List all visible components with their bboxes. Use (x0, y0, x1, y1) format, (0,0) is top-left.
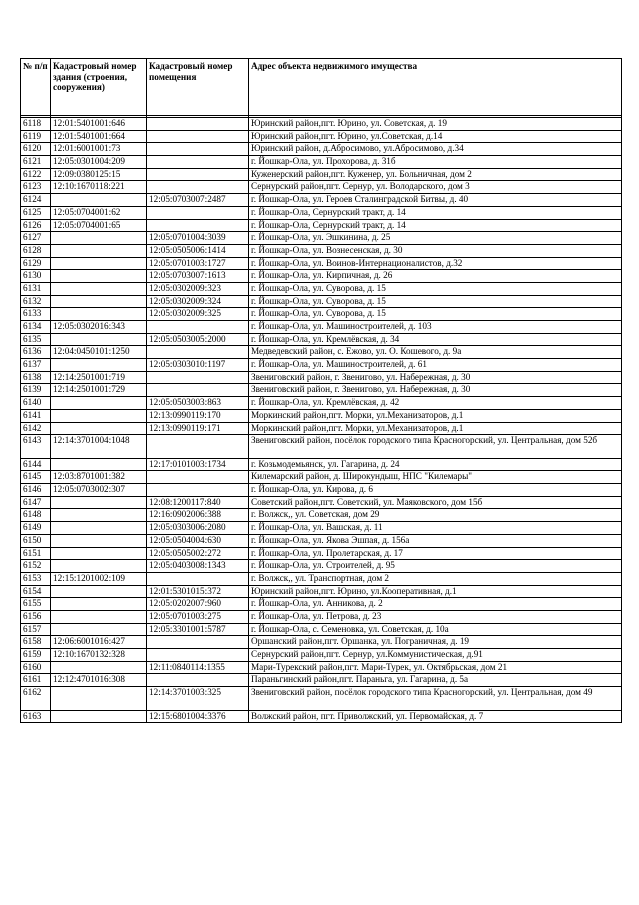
cell-num: 6133 (21, 308, 51, 321)
table-row (21, 257, 622, 270)
table-row (21, 397, 622, 410)
cell-num: 6129 (21, 257, 51, 270)
table-row (21, 270, 622, 283)
cell-num: 6158 (21, 636, 51, 649)
table-row (21, 674, 622, 687)
table-header-row (21, 59, 622, 116)
table-row (21, 509, 622, 522)
table-row (21, 484, 622, 497)
cell-address: г. Йошкар-Ола, ул. Вознесенская, д. 30 (249, 244, 622, 257)
cell-num: 6150 (21, 534, 51, 547)
cell-room-cadastral (147, 118, 249, 131)
cell-building-cadastral: 12:06:6001016:427 (51, 636, 147, 649)
cell-room-cadastral (147, 168, 249, 181)
cell-building-cadastral (51, 710, 147, 723)
cell-num: 6128 (21, 244, 51, 257)
cell-room-cadastral: 12:05:0403008:1343 (147, 560, 249, 573)
cell-room-cadastral: 12:05:0503003:863 (147, 397, 249, 410)
cell-room-cadastral: 12:05:0303006:2080 (147, 522, 249, 535)
table-row (21, 168, 622, 181)
cell-num: 6142 (21, 422, 51, 435)
cell-room-cadastral: 12:16:0902006:388 (147, 509, 249, 522)
cell-address: Моркинский район,пгт. Морки, ул.Механизаторов, д.1 (249, 409, 622, 422)
table-row (21, 219, 622, 232)
cell-building-cadastral (51, 359, 147, 372)
cell-address: г. Йошкар-Ола, ул. Строителей, д. 95 (249, 560, 622, 573)
cell-address: г. Йошкар-Ола, ул. Машиностроителей, д. 103 (249, 321, 622, 334)
cell-room-cadastral: 12:15:6801004:3376 (147, 710, 249, 723)
cell-room-cadastral (147, 143, 249, 156)
cell-room-cadastral (147, 371, 249, 384)
cell-address: г. Йошкар-Ола, ул. Эшкинина, д. 25 (249, 232, 622, 245)
cell-building-cadastral: 12:01:5401001:646 (51, 118, 147, 131)
table-row (21, 585, 622, 598)
cell-room-cadastral: 12:05:3301001:5787 (147, 623, 249, 636)
cell-num: 6147 (21, 496, 51, 509)
cell-building-cadastral (51, 547, 147, 560)
table-row (21, 687, 622, 711)
header-room-cadastral: Кадастровый номер помещения (147, 59, 249, 116)
cell-num: 6159 (21, 649, 51, 662)
cell-building-cadastral (51, 409, 147, 422)
cell-building-cadastral (51, 687, 147, 711)
header-building-cadastral: Кадастровый номер здания (строения, сооружения) (51, 59, 147, 116)
cell-building-cadastral: 12:04:0450101:1250 (51, 346, 147, 359)
cell-address: г. Йошкар-Ола, ул. Вашская, д. 11 (249, 522, 622, 535)
cell-building-cadastral: 12:05:0302016:343 (51, 321, 147, 334)
cell-building-cadastral (51, 422, 147, 435)
cell-room-cadastral (147, 636, 249, 649)
cell-num: 6148 (21, 509, 51, 522)
cell-address: г. Йошкар-Ола, ул. Героев Сталинградской Битвы, д. 40 (249, 194, 622, 207)
cell-num: 6137 (21, 359, 51, 372)
cell-address: Юринский район, д.Абросимово, ул.Абросимово, д.34 (249, 143, 622, 156)
cell-building-cadastral (51, 585, 147, 598)
cell-room-cadastral (147, 321, 249, 334)
table-row (21, 496, 622, 509)
cell-address: г. Йошкар-Ола, ул. Кирпичная, д. 26 (249, 270, 622, 283)
table-row (21, 560, 622, 573)
cell-num: 6119 (21, 130, 51, 143)
cell-num: 6145 (21, 471, 51, 484)
table-row (21, 244, 622, 257)
cell-num: 6146 (21, 484, 51, 497)
cell-num: 6127 (21, 232, 51, 245)
table-row (21, 471, 622, 484)
cell-building-cadastral: 12:14:3701004:1048 (51, 435, 147, 459)
cell-num: 6124 (21, 194, 51, 207)
cell-room-cadastral: 12:14:3701003:325 (147, 687, 249, 711)
cell-room-cadastral (147, 674, 249, 687)
cell-building-cadastral (51, 458, 147, 471)
table-row (21, 206, 622, 219)
cell-building-cadastral (51, 522, 147, 535)
cell-num: 6156 (21, 610, 51, 623)
cell-building-cadastral (51, 194, 147, 207)
table-row (21, 194, 622, 207)
cell-room-cadastral (147, 219, 249, 232)
cell-building-cadastral: 12:12:4701016:308 (51, 674, 147, 687)
cell-room-cadastral (147, 206, 249, 219)
cell-address: г. Йошкар-Ола, ул. Петрова, д. 23 (249, 610, 622, 623)
cell-room-cadastral: 12:05:0703007:2487 (147, 194, 249, 207)
cell-num: 6154 (21, 585, 51, 598)
header-num: № п/п (21, 59, 51, 116)
cell-building-cadastral: 12:01:5401001:664 (51, 130, 147, 143)
cell-num: 6121 (21, 156, 51, 169)
table-row (21, 181, 622, 194)
cell-num: 6123 (21, 181, 51, 194)
cell-room-cadastral: 12:05:0701003:275 (147, 610, 249, 623)
cell-num: 6140 (21, 397, 51, 410)
cell-address: г. Йошкар-Ола, ул. Суворова, д. 15 (249, 308, 622, 321)
cell-address: Юринский район,пгт. Юрино, ул. Советская, д. 19 (249, 118, 622, 131)
cell-building-cadastral (51, 397, 147, 410)
cell-address: Оршанский район,пгт. Оршанка, ул. Пограничная, д. 19 (249, 636, 622, 649)
cell-room-cadastral: 12:05:0302009:323 (147, 282, 249, 295)
cell-building-cadastral: 12:05:0704001:62 (51, 206, 147, 219)
cell-address: Килемарский район, д. Широкундыш, НПС "Килемары" (249, 471, 622, 484)
cell-building-cadastral (51, 610, 147, 623)
table-row (21, 232, 622, 245)
cell-address: г. Йошкар-Ола, ул. Машиностроителей, д. 61 (249, 359, 622, 372)
cell-address: Юринский район,пгт. Юрино, ул.Советская, д.14 (249, 130, 622, 143)
cell-address: г. Йошкар-Ола, Сернурский тракт, д. 14 (249, 219, 622, 232)
table-body (21, 116, 622, 723)
cell-room-cadastral: 12:01:5301015:372 (147, 585, 249, 598)
cell-address: г. Волжск,, ул. Транспортная, дом 2 (249, 572, 622, 585)
cell-address: г. Йошкар-Ола, с. Семеновка, ул. Советская, д. 10а (249, 623, 622, 636)
cell-room-cadastral (147, 572, 249, 585)
cell-address: г. Йошкар-Ола, ул. Кремлёвская, д. 42 (249, 397, 622, 410)
cell-num: 6132 (21, 295, 51, 308)
cell-address: Волжский район, пгт. Приволжский, ул. Первомайская, д. 7 (249, 710, 622, 723)
cell-num: 6136 (21, 346, 51, 359)
table-row (21, 435, 622, 459)
table-row (21, 346, 622, 359)
table-row (21, 534, 622, 547)
cell-room-cadastral: 12:05:0302009:325 (147, 308, 249, 321)
cell-address: Звениговский район, посёлок городского типа Красногорский, ул. Центральная, дом 49 (249, 687, 622, 711)
cell-address: г. Йошкар-Ола, ул. Пролетарская, д. 17 (249, 547, 622, 560)
cell-address: г. Йошкар-Ола, ул. Анникова, д. 2 (249, 598, 622, 611)
table-row (21, 143, 622, 156)
cell-building-cadastral (51, 270, 147, 283)
cell-room-cadastral (147, 156, 249, 169)
table-row (21, 649, 622, 662)
cell-building-cadastral (51, 560, 147, 573)
cell-room-cadastral (147, 435, 249, 459)
table-row (21, 636, 622, 649)
property-table (20, 58, 622, 723)
cell-num: 6118 (21, 118, 51, 131)
cell-building-cadastral: 12:03:8701001:382 (51, 471, 147, 484)
table-row (21, 295, 622, 308)
cell-building-cadastral: 12:01:6001001:73 (51, 143, 147, 156)
cell-num: 6141 (21, 409, 51, 422)
cell-room-cadastral (147, 130, 249, 143)
cell-building-cadastral (51, 509, 147, 522)
cell-address: Звениговский район, г. Звенигово, ул. Набережная, д. 30 (249, 371, 622, 384)
cell-address: г. Йошкар-Ола, ул. Воинов-Интернационалистов, д.32 (249, 257, 622, 270)
cell-address: г. Йошкар-Ола, ул. Суворова, д. 15 (249, 295, 622, 308)
cell-num: 6149 (21, 522, 51, 535)
cell-num: 6139 (21, 384, 51, 397)
cell-num: 6153 (21, 572, 51, 585)
table-row (21, 409, 622, 422)
cell-num: 6131 (21, 282, 51, 295)
cell-address: г. Йошкар-Ола, Сернурский тракт, д. 14 (249, 206, 622, 219)
cell-building-cadastral (51, 282, 147, 295)
cell-num: 6162 (21, 687, 51, 711)
cell-room-cadastral (147, 484, 249, 497)
cell-address: г. Йошкар-Ола, ул. Кирова, д. 6 (249, 484, 622, 497)
cell-building-cadastral: 12:10:1670132:328 (51, 649, 147, 662)
cell-address: Медведевский район, с. Ежово, ул. О. Кошевого, д. 9а (249, 346, 622, 359)
cell-room-cadastral: 12:05:0505002:272 (147, 547, 249, 560)
table-row (21, 547, 622, 560)
cell-building-cadastral: 12:14:2501001:729 (51, 384, 147, 397)
cell-room-cadastral: 12:05:0504004:630 (147, 534, 249, 547)
cell-address: г. Йошкар-Ола, ул. Прохорова, д. 31б (249, 156, 622, 169)
cell-address: Сернурский район,пгт. Сернур, ул. Володарского, дом 3 (249, 181, 622, 194)
cell-room-cadastral: 12:05:0303010:1197 (147, 359, 249, 372)
cell-num: 6120 (21, 143, 51, 156)
cell-num: 6144 (21, 458, 51, 471)
cell-room-cadastral: 12:08:1200117:840 (147, 496, 249, 509)
table-row (21, 661, 622, 674)
cell-building-cadastral (51, 661, 147, 674)
cell-num: 6151 (21, 547, 51, 560)
table-row (21, 623, 622, 636)
cell-room-cadastral (147, 649, 249, 662)
document-page (20, 58, 621, 723)
cell-address: Сернурский район,пгт. Сернур, ул.Коммунистическая, д.91 (249, 649, 622, 662)
cell-room-cadastral: 12:13:0990119:170 (147, 409, 249, 422)
table-row (21, 282, 622, 295)
cell-building-cadastral: 12:14:2501001:719 (51, 371, 147, 384)
cell-address: Звениговский район, г. Звенигово, ул. Набережная, д. 30 (249, 384, 622, 397)
cell-num: 6160 (21, 661, 51, 674)
cell-room-cadastral (147, 346, 249, 359)
cell-building-cadastral: 12:09:0380125:15 (51, 168, 147, 181)
cell-address: Параньгинский район,пгт. Параньга, ул. Гагарина, д. 5а (249, 674, 622, 687)
cell-num: 6134 (21, 321, 51, 334)
cell-num: 6138 (21, 371, 51, 384)
table-row (21, 384, 622, 397)
cell-room-cadastral: 12:05:0703007:1613 (147, 270, 249, 283)
cell-building-cadastral: 12:05:0703002:307 (51, 484, 147, 497)
table-row (21, 333, 622, 346)
table-row (21, 321, 622, 334)
cell-num: 6130 (21, 270, 51, 283)
table-row (21, 598, 622, 611)
cell-address: Звениговский район, посёлок городского типа Красногорский, ул. Центральная, дом 52б (249, 435, 622, 459)
cell-building-cadastral (51, 496, 147, 509)
cell-room-cadastral (147, 181, 249, 194)
cell-address: Моркинский район,пгт. Морки, ул.Механизаторов, д.1 (249, 422, 622, 435)
cell-building-cadastral (51, 295, 147, 308)
cell-num: 6163 (21, 710, 51, 723)
table-row (21, 130, 622, 143)
cell-building-cadastral (51, 333, 147, 346)
cell-building-cadastral (51, 623, 147, 636)
cell-room-cadastral: 12:05:0202007:960 (147, 598, 249, 611)
cell-room-cadastral (147, 471, 249, 484)
header-address: Адрес объекта недвижимого имущества (249, 59, 622, 116)
cell-address: Юринский район,пгт. Юрино, ул.Кооперативная, д.1 (249, 585, 622, 598)
cell-num: 6126 (21, 219, 51, 232)
cell-building-cadastral (51, 308, 147, 321)
cell-num: 6155 (21, 598, 51, 611)
cell-building-cadastral (51, 244, 147, 257)
table-row (21, 156, 622, 169)
cell-address: г. Волжск,, ул. Советская, дом 29 (249, 509, 622, 522)
cell-num: 6122 (21, 168, 51, 181)
cell-room-cadastral: 12:05:0701004:3039 (147, 232, 249, 245)
table-row (21, 572, 622, 585)
cell-room-cadastral: 12:05:0503005:2000 (147, 333, 249, 346)
cell-building-cadastral: 12:05:0301004:209 (51, 156, 147, 169)
cell-address: Советский район,пгт. Советский, ул. Маяковского, дом 15б (249, 496, 622, 509)
table-row (21, 610, 622, 623)
cell-room-cadastral: 12:05:0505006:1414 (147, 244, 249, 257)
table-row (21, 522, 622, 535)
cell-num: 6157 (21, 623, 51, 636)
cell-address: Куженерский район,пгт. Куженер, ул. Больничная, дом 2 (249, 168, 622, 181)
table-row (21, 308, 622, 321)
cell-address: г. Козьмодемьянск, ул. Гагарина, д. 24 (249, 458, 622, 471)
cell-address: г. Йошкар-Ола, ул. Суворова, д. 15 (249, 282, 622, 295)
cell-building-cadastral: 12:15:1201002:109 (51, 572, 147, 585)
cell-address: г. Йошкар-Ола, ул. Кремлёвская, д. 34 (249, 333, 622, 346)
table-row (21, 710, 622, 723)
cell-room-cadastral (147, 384, 249, 397)
cell-num: 6125 (21, 206, 51, 219)
cell-room-cadastral: 12:11:0840114:1355 (147, 661, 249, 674)
cell-building-cadastral: 12:10:1670118:221 (51, 181, 147, 194)
cell-num: 6143 (21, 435, 51, 459)
cell-num: 6135 (21, 333, 51, 346)
cell-num: 6161 (21, 674, 51, 687)
cell-room-cadastral: 12:13:0990119:171 (147, 422, 249, 435)
cell-room-cadastral: 12:05:0701003:1727 (147, 257, 249, 270)
cell-building-cadastral (51, 232, 147, 245)
cell-building-cadastral: 12:05:0704001:65 (51, 219, 147, 232)
cell-address: г. Йошкар-Ола, ул. Якова Эшпая, д. 156а (249, 534, 622, 547)
cell-building-cadastral (51, 598, 147, 611)
cell-num: 6152 (21, 560, 51, 573)
table-row (21, 458, 622, 471)
cell-building-cadastral (51, 257, 147, 270)
table-row (21, 422, 622, 435)
table-row (21, 118, 622, 131)
table-row (21, 359, 622, 372)
cell-building-cadastral (51, 534, 147, 547)
cell-room-cadastral: 12:17:0101003:1734 (147, 458, 249, 471)
table-row (21, 371, 622, 384)
cell-room-cadastral: 12:05:0302009:324 (147, 295, 249, 308)
cell-address: Мари-Турекский район,пгт. Мари-Турек, ул. Октябрьская, дом 21 (249, 661, 622, 674)
